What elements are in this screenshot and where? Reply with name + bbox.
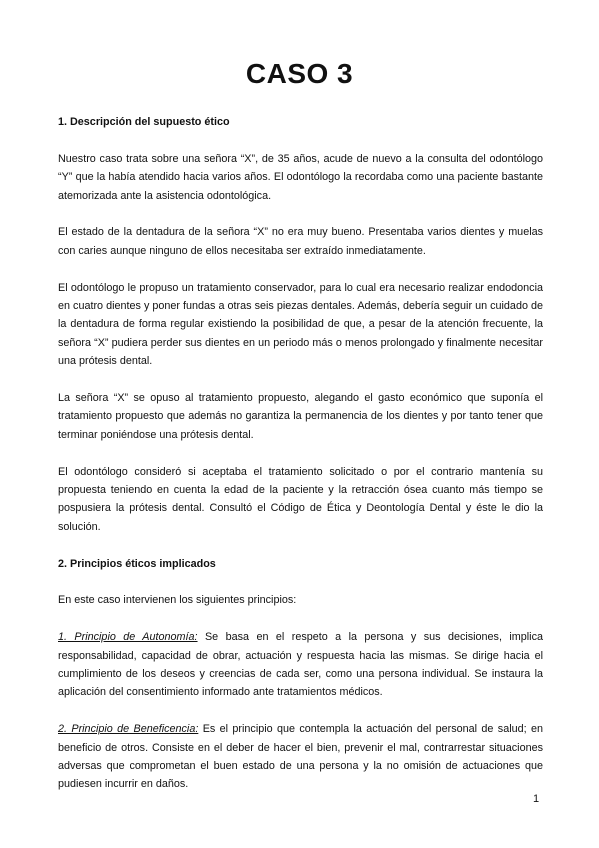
section-1-heading: 1. Descripción del supuesto ético <box>58 116 230 128</box>
section-1-paragraph-4: La señora “X” se opuso al tratamiento propuesto, alegando el gasto económico que suponía el tratamiento propuesto que además no garantiza la permanencia de los dientes y por tanto tener que terminar poniéndose una prótesis dental. <box>58 392 543 441</box>
principle-beneficence <box>58 720 543 794</box>
principle-autonomy-title: 1. Principio de Autonomía: <box>58 631 198 644</box>
principle-autonomy-text: Se basa en el respeto a la persona y sus decisiones, implica responsabilidad, capacidad de obrar, actuación y respuesta hacia las mismas. Se dirige hacia el cumplimiento de los deseos y creencias de cada ser, como una persona individual. Se instaura la aplicación del consentimiento informado ante tratamientos médicos. <box>58 631 543 699</box>
section-1-paragraph-5: El odontólogo consideró si aceptaba el tratamiento solicitado o por el contrario mantenía su propuesta teniendo en cuenta la edad de la paciente y la retracción ósea cuanto más tiempo se pospusiera la prótesis dental. Consultó el Código de Ética y Deontología Dental y éste le dio la solución. <box>58 465 543 533</box>
principle-beneficence-text: Es el principio que contempla la actuación del personal de salud; en beneficio de otros. Consiste en el deber de hacer el bien, prevenir el mal, contrarrestar situaciones adversas que comprometan el buen estado de una persona y la no omisión de actuaciones que pudiesen incurrir en daños. <box>58 723 543 791</box>
section-1-paragraph-1: Nuestro caso trata sobre una señora “X”, de 35 años, acude de nuevo a la consulta del odontólogo “Y” que la había atendido hacia varios años. El odontólogo la recordaba como una paciente bastante atemorizada ante la asistencia odontológica. <box>58 152 543 202</box>
section-2-intro: En este caso intervienen los siguientes principios: <box>58 594 297 607</box>
principle-beneficence-title: 2. Principio de Beneficencia: <box>58 723 199 736</box>
principle-autonomy <box>58 628 543 702</box>
section-1-paragraph-3: El odontólogo le propuso un tratamiento conservador, para lo cual era necesario realizar endodoncia en cuatro dientes y poner fundas a otras seis piezas dentales. Además, debería seguir un cuidado de la dentadura de forma regular existiendo la posibilidad de que, a pesar de la atención frecuente, la señora “X” pudiera perder sus dientes en un periodo más o menos prolongado y finalmente necesitar una prótesis dental. <box>58 281 543 368</box>
document-title: CASO 3 <box>245 58 354 89</box>
document-body <box>58 113 543 812</box>
page-number: 1 <box>533 793 540 805</box>
section-1-paragraph-2: El estado de la dentadura de la señora “X” no era muy bueno. Presentaba varios dientes y muelas con caries aunque ninguno de ellos necesitaba ser extraído inmediatamente. <box>58 226 543 257</box>
section-2-heading: 2. Principios éticos implicados <box>58 557 216 570</box>
